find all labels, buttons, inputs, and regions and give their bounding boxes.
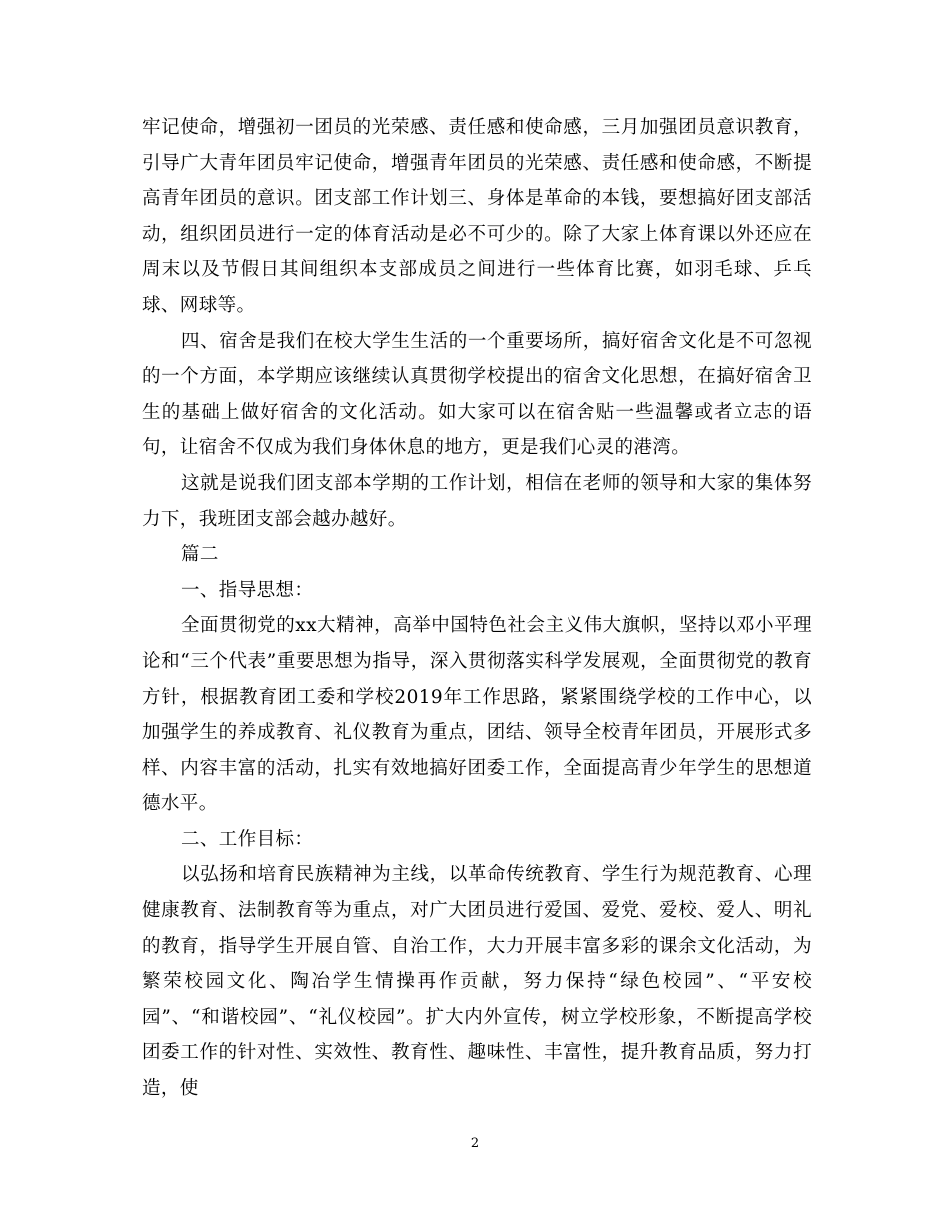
section-heading-part-two: 篇二 [181,544,219,566]
paragraph-work-goals: 以弘扬和培育民族精神为主线，以革命传统教育、学生行为规范教育、心理健康教育、法制教育等为重点，对广大团员进行爱国、爱党、爱校、爱人、明礼的教育，指导学生开展自管、自治工作，大力开展丰富多彩的课余文化活动，为繁荣校园文化、陶冶学生情操再作贡献，努力保持“绿色校园”、“平安校园”、“和谐校园”、“礼仪校园”。扩大内外宣传，树立学校形象，不断提高学校团委工作的针对性、实效性、教育性、趣味性、丰富性，提升教育品质，努力打造，使 [142,864,812,1100]
paragraph-continuation: 牢记使命，增强初一团员的光荣感、责任感和使命感，三月加强团员意识教育，引导广大青年团员牢记使命，增强青年团员的光荣感、责任感和使命感，不断提高青年团员的意识。团支部工作计划三、身体是革命的本钱，要想搞好团支部活动，组织团员进行一定的体育活动是必不可少的。除了大家上体育课以外还应在周末以及节假日其间组织本支部成员之间进行一些体育比赛，如羽毛球、乒乓球、网球等。 [142,117,812,316]
document-body [142,110,812,1107]
paragraph-dormitory: 四、宿舍是我们在校大学生生活的一个重要场所，搞好宿舍文化是不可忽视的一个方面，本学期应该继续认真贯彻学校提出的宿舍文化思想，在搞好宿舍卫生的基础上做好宿舍的文化活动。如大家可以在宿舍贴一些温馨或者立志的语句，让宿舍不仅成为我们身体休息的地方，更是我们心灵的港湾。 [142,330,812,459]
heading-work-goals: 二、工作目标： [181,828,314,850]
paragraph-conclusion: 这就是说我们团支部本学期的工作计划，相信在老师的领导和大家的集体努力下，我班团支部会越办越好。 [142,472,812,530]
heading-guiding-ideology: 一、指导思想： [181,579,314,601]
page-number: 2 [470,1136,480,1151]
paragraph-guiding-ideology: 全面贯彻党的xx大精神，高举中国特色社会主义伟大旗帜，坚持以邓小平理论和“三个代表”重要思想为指导，深入贯彻落实科学发展观，全面贯彻党的教育方针，根据教育团工委和学校2019年工作思路，紧紧围绕学校的工作中心，以加强学生的养成教育、礼仪教育为重点，团结、领导全校青年团员，开展形式多样、内容丰富的活动，扎实有效地搞好团委工作，全面提高青少年学生的思想道德水平。 [142,615,812,815]
